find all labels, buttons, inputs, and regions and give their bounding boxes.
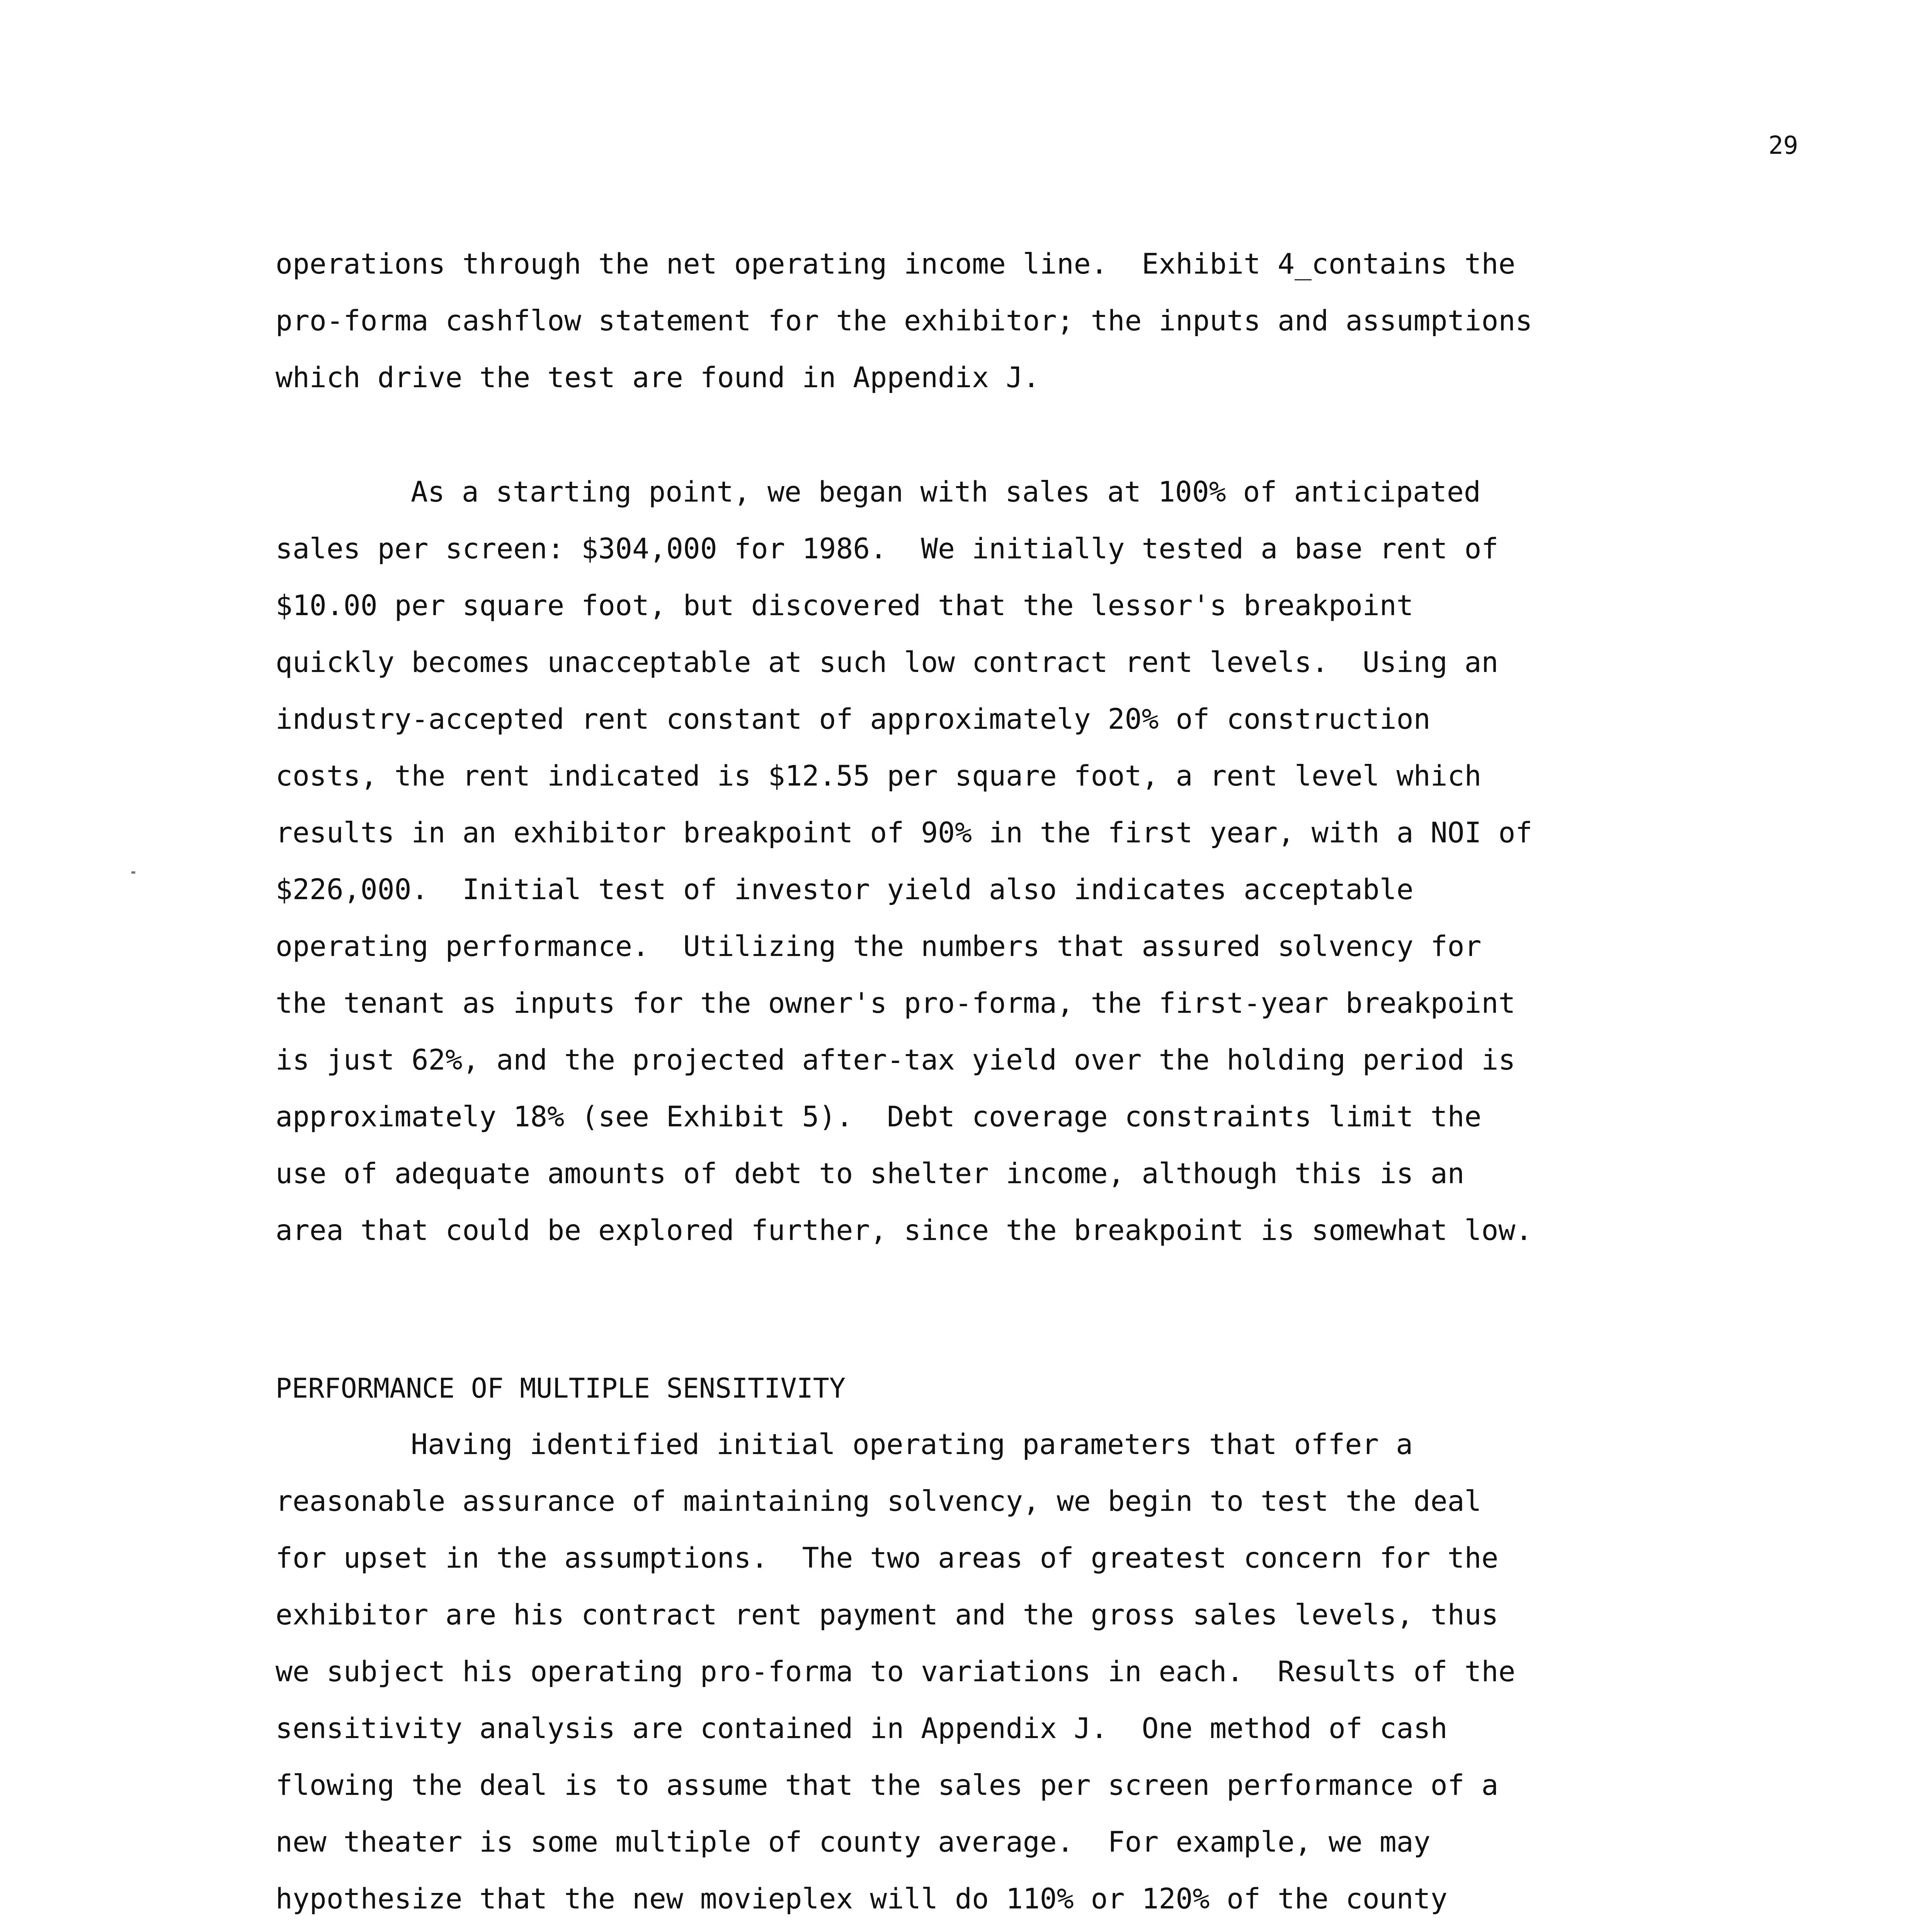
paragraph-2 — [276, 464, 1705, 1259]
paragraph-2-line: costs, the rent indicated is $12.55 per square foot, a rent level which — [276, 760, 1482, 793]
paragraph-3-line: exhibitor are his contract rent payment and the gross sales levels, thus — [276, 1599, 1499, 1631]
paragraph-2-line: results in an exhibitor breakpoint of 90% in the first year, with a NOI of — [276, 816, 1533, 849]
paragraph-2-line: area that could be explored further, since the breakpoint is somewhat low. — [276, 1214, 1533, 1247]
paragraph-1 — [276, 236, 1705, 406]
paragraph-3-line: new theater is some multiple of county average. For example, we may — [276, 1826, 1431, 1859]
paragraph-2-line: operating performance. Utilizing the numbers that assured solvency for — [276, 930, 1482, 963]
paragraph-3-line: hypothesize that the new movieplex will do 110% or 120% of the county — [276, 1883, 1448, 1915]
paragraph-1-line: which drive the test are found in Appendix J. — [276, 361, 1040, 394]
paragraph-3-line: flowing the deal is to assume that the sales per screen performance of a — [276, 1769, 1499, 1802]
paragraph-2-line: use of adequate amounts of debt to shelter income, although this is an — [276, 1157, 1465, 1190]
paragraph-2-line: quickly becomes unacceptable at such low contract rent levels. Using an — [276, 646, 1499, 679]
stray-mark — [131, 871, 135, 874]
page-number: 29 — [1768, 131, 1798, 160]
paragraph-3-line: for upset in the assumptions. The two areas of greatest concern for the — [276, 1542, 1499, 1575]
paragraph-3 — [276, 1416, 1705, 1932]
paragraph-2-line: is just 62%, and the projected after-tax yield over the holding period is — [276, 1044, 1516, 1077]
paragraph-2-line: $226,000. Initial test of investor yield also indicates acceptable — [276, 873, 1414, 906]
paragraph-2-line: $10.00 per square foot, but discovered that the lessor's breakpoint — [276, 589, 1414, 622]
paragraph-1-line: operations through the net operating income line. Exhibit 4_contains the — [276, 248, 1516, 281]
paragraph-2-line: sales per screen: $304,000 for 1986. We initially tested a base rent of — [276, 532, 1499, 565]
paragraph-2-line: industry-accepted rent constant of approximately 20% of construction — [276, 703, 1431, 736]
paragraph-3-line: we subject his operating pro-forma to variations in each. Results of the — [276, 1655, 1516, 1688]
paragraph-3-line: Having identified initial operating parameters that offer a — [411, 1428, 1413, 1461]
paragraph-2-line: approximately 18% (see Exhibit 5). Debt coverage constraints limit the — [276, 1100, 1482, 1133]
paragraph-3-line: sensitivity analysis are contained in Appendix J. One method of cash — [276, 1712, 1448, 1745]
paragraph-2-line: As a starting point, we began with sales at 100% of anticipated — [411, 476, 1481, 509]
paragraph-3-line — [276, 1927, 1705, 1932]
section-heading: PERFORMANCE OF MULTIPLE SENSITIVITY — [276, 1372, 846, 1404]
paragraph-2-line: the tenant as inputs for the owner's pro-forma, the first-year breakpoint — [276, 987, 1516, 1020]
paragraph-3-line: reasonable assurance of maintaining solvency, we begin to test the deal — [276, 1485, 1482, 1518]
paragraph-1-line: pro-forma cashflow statement for the exhibitor; the inputs and assumptions — [276, 304, 1533, 337]
